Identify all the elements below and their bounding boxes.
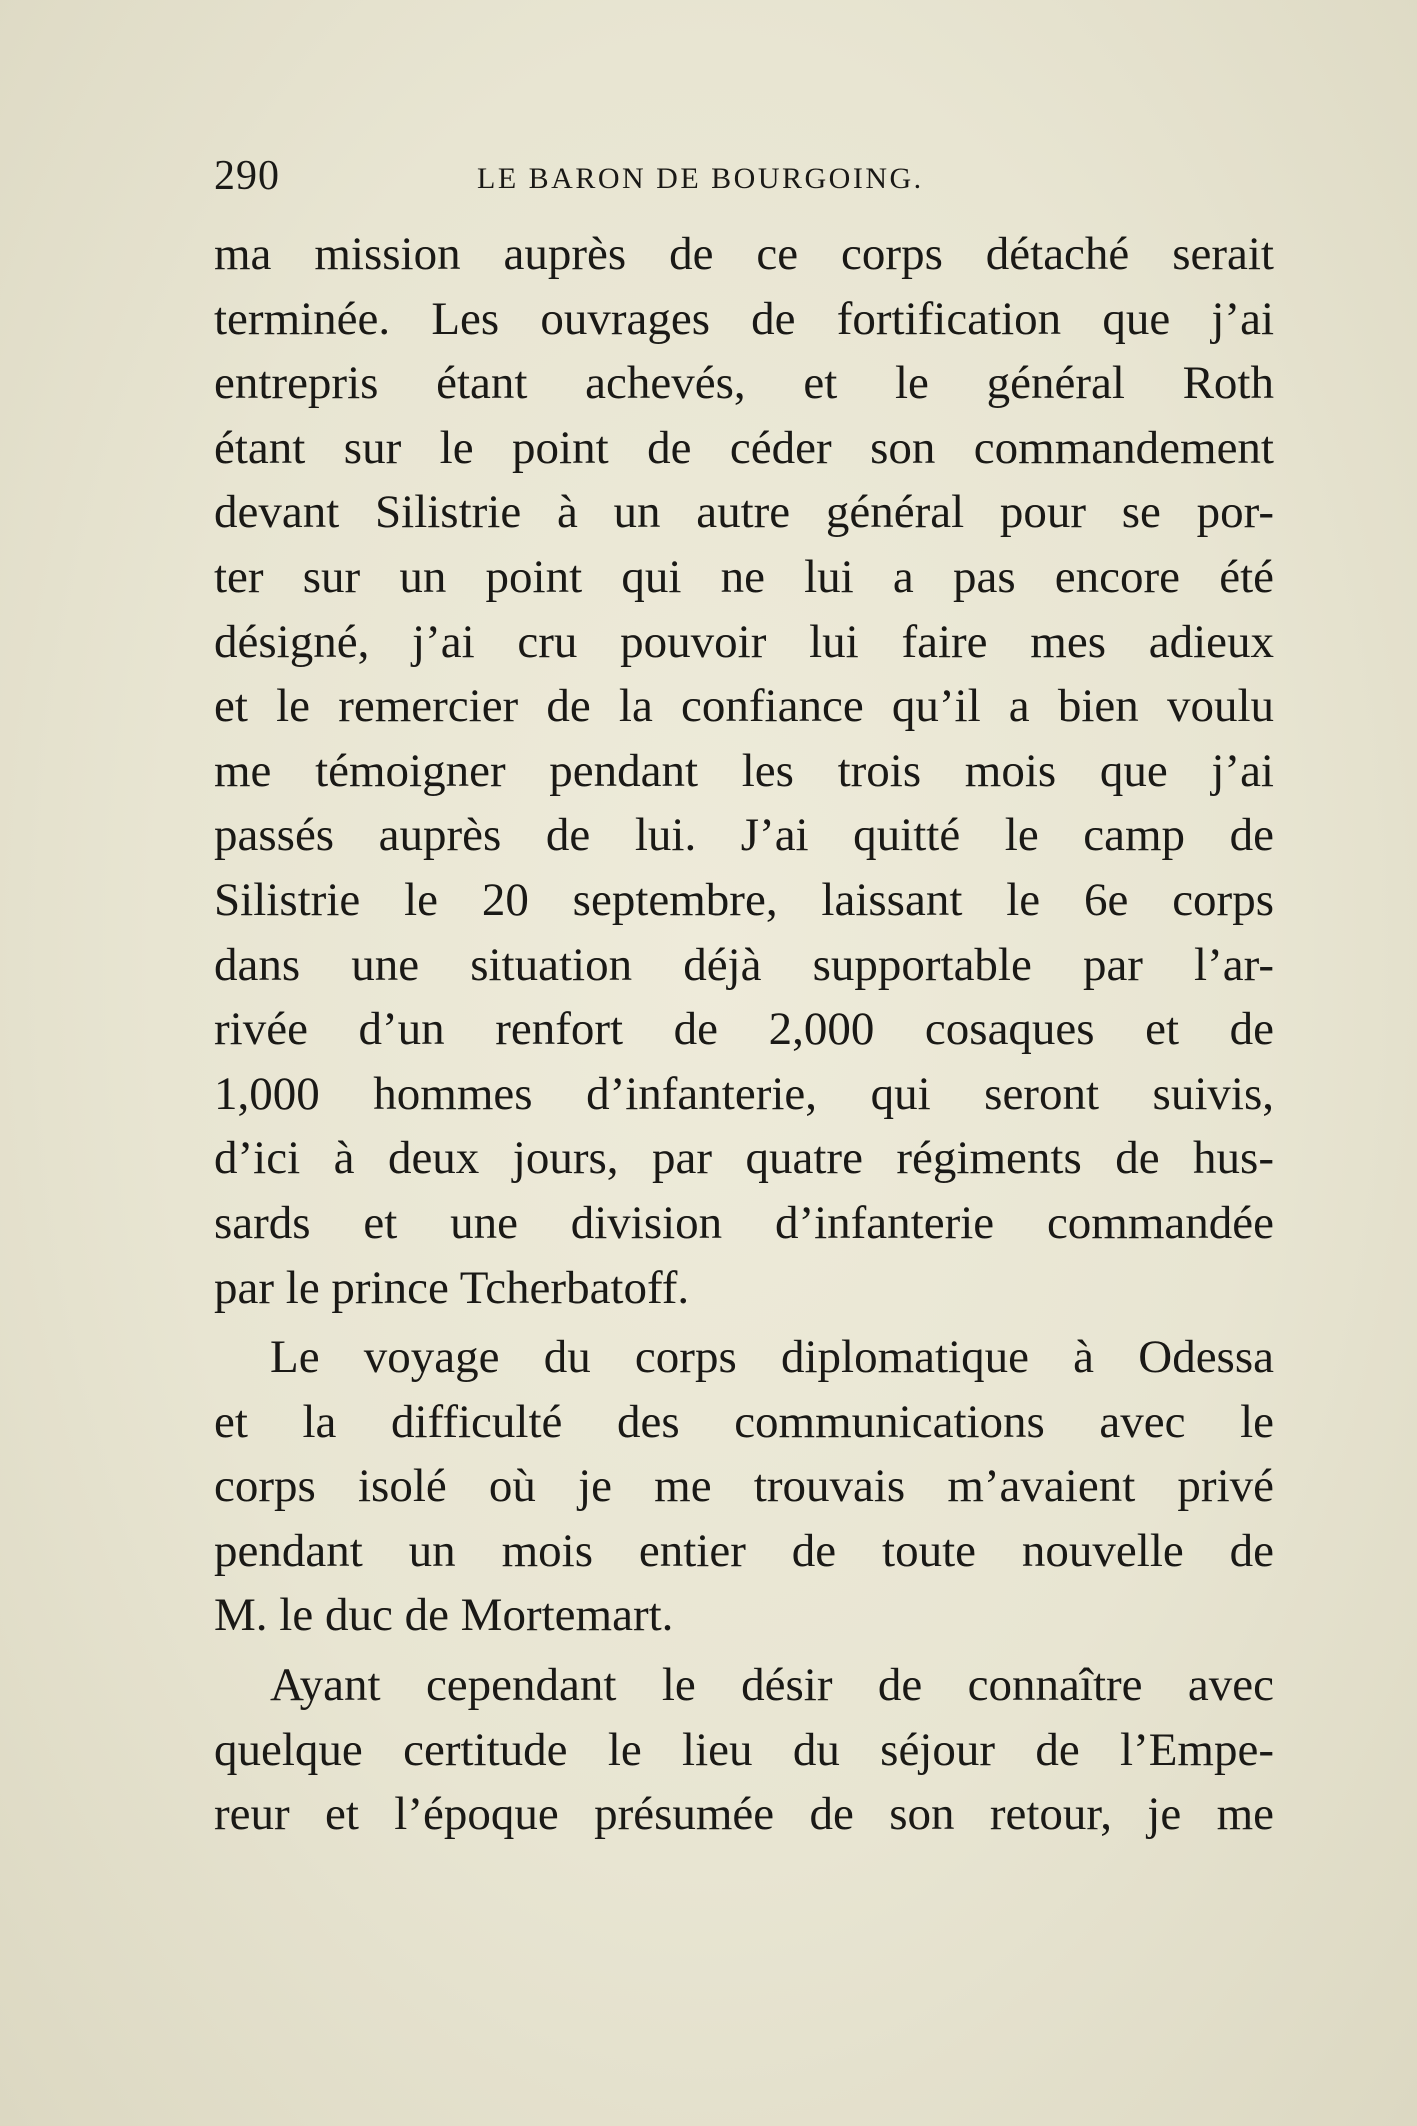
paragraph (214, 222, 1274, 1320)
text-line: reur et l’époque présumée de son retour, je me (214, 1788, 1274, 1841)
text-line: par le prince Tcherbatoff. (214, 1261, 690, 1314)
text-line: ter sur un point qui ne lui a pas encore été (214, 550, 1274, 603)
text-line: terminée. Les ouvrages de fortification que j’ai (214, 292, 1274, 345)
text-line: et le remercier de la confiance qu’il a bien voulu (214, 680, 1274, 733)
text-line: étant sur le point de céder son commandement (214, 421, 1274, 474)
running-head: LE BARON DE BOURGOING. (477, 162, 924, 195)
text-line: désigné, j’ai cru pouvoir lui faire mes adieux (214, 615, 1274, 668)
page-number: 290 (214, 153, 280, 199)
text-line: M. le duc de Mortemart. (214, 1589, 674, 1642)
text-line: devant Silistrie à un autre général pour se por- (214, 486, 1274, 539)
text-line: passés auprès de lui. J’ai quitté le camp de (214, 809, 1274, 862)
text-line: corps isolé où je me trouvais m’avaient privé (214, 1460, 1274, 1513)
text-line: pendant un mois entier de toute nouvelle de (214, 1524, 1274, 1577)
text-line: me témoigner pendant les trois mois que j’ai (214, 744, 1274, 797)
paragraph (214, 1325, 1274, 1648)
text-line: quelque certitude le lieu du séjour de l’Empe- (214, 1723, 1274, 1776)
page-header (214, 152, 1274, 202)
text-line: sards et une division d’infanterie commandée (214, 1196, 1274, 1249)
text-line: Ayant cependant le désir de connaître avec (270, 1659, 1274, 1712)
paragraph (214, 1653, 1274, 1847)
text-line: et la difficulté des communications avec le (214, 1395, 1274, 1448)
text-line: Silistrie le 20 septembre, laissant le 6e corps (214, 873, 1274, 926)
text-line: entrepris étant achevés, et le général Roth (214, 357, 1274, 410)
text-line: 1,000 hommes d’infanterie, qui seront suivis, (214, 1067, 1274, 1120)
text-line: Le voyage du corps diplomatique à Odessa (270, 1331, 1274, 1384)
text-line: rivée d’un renfort de 2,000 cosaques et de (214, 1003, 1274, 1056)
text-line: ma mission auprès de ce corps détaché serait (214, 228, 1274, 280)
body-text (214, 222, 1274, 1847)
text-line: d’ici à deux jours, par quatre régiments de hus- (214, 1132, 1274, 1185)
text-line: dans une situation déjà supportable par l’ar- (214, 938, 1274, 991)
